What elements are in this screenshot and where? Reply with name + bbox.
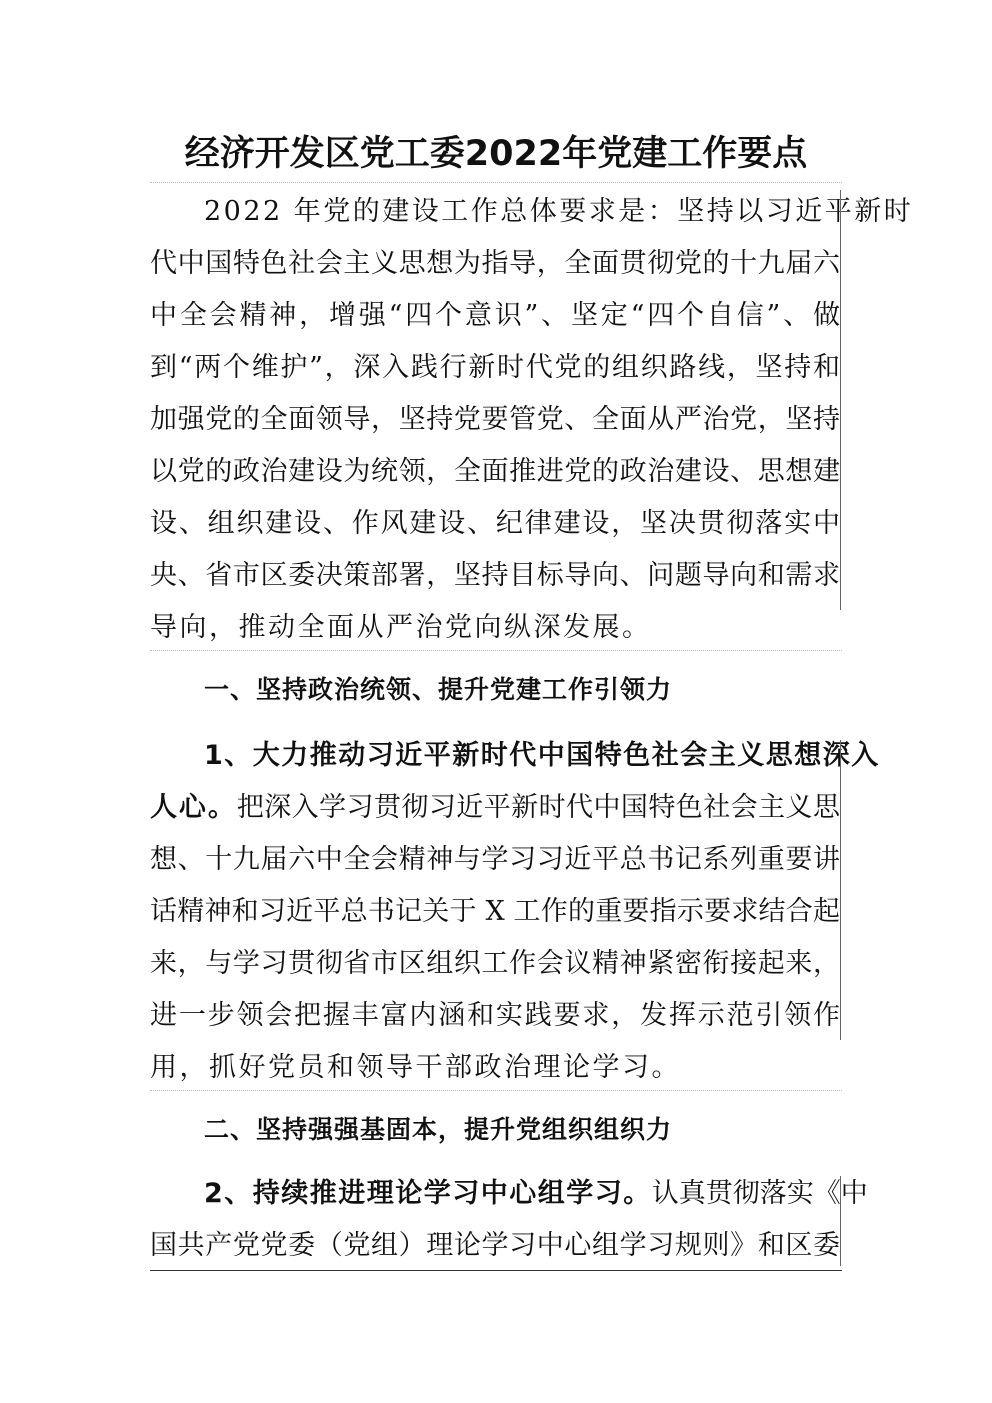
paragraph-divider: [150, 1090, 842, 1091]
item-1-rest: 把深入学习贯彻习近平新时代中国特色社会主义思: [236, 792, 840, 823]
right-margin-marker: [840, 1176, 841, 1266]
intro-line: 到“两个维护”，深入践行新时代党的组织路线，坚持和: [150, 352, 840, 383]
item-1-line: 想、十九届六中全会精神与学习习近平总书记系列重要讲: [150, 844, 840, 875]
document-title: 经济开发区党工委2022年党建工作要点: [184, 134, 808, 174]
item-1-line: 来，与学习贯彻省市区组织工作会议精神紧密衔接起来，: [150, 948, 840, 979]
item-1-line: [150, 782, 840, 834]
intro-line: 央、省市区委决策部署，坚持目标导向、问题导向和需求: [150, 560, 840, 591]
item-2-line: 国共产党党委（党组）理论学习中心组学习规则》和区委: [150, 1230, 840, 1261]
intro-paragraph: [150, 186, 914, 654]
intro-line: 2022 年党的建设工作总体要求是：坚持以习近平新时: [204, 196, 914, 227]
intro-line: 代中国特色社会主义思想为指导，全面贯彻党的十九届六: [150, 248, 840, 279]
intro-line: 中全会精神，增强“四个意识”、坚定“四个自信”、做: [150, 300, 840, 331]
paragraph-divider: [150, 650, 842, 651]
section-heading-2: 二、坚持强强基固本，提升党组织组织力: [204, 1115, 673, 1144]
item-1-line: 用，抓好党员和领导干部政治理论学习。: [150, 1052, 681, 1083]
intro-line: 加强党的全面领导，坚持党要管党、全面从严治党，坚持: [150, 404, 840, 435]
item-1-line: 话精神和习近平总书记关于 X 工作的重要指示要求结合起: [150, 896, 840, 927]
intro-line: 设、组织建设、作风建设、纪律建设，坚决贯彻落实中: [150, 508, 840, 539]
item-2-line: [150, 1168, 868, 1220]
right-margin-marker: [840, 740, 841, 1040]
title-divider: [150, 182, 842, 183]
item-1-line: 进一步领会把握丰富内涵和实践要求，发挥示范引领作: [150, 1000, 840, 1031]
right-margin-marker: [840, 190, 841, 610]
item-2-bold-lead: 2、持续推进理论学习中心组学习。: [204, 1178, 652, 1209]
intro-line: 以党的政治建设为统领，全面推进党的政治建设、思想建: [150, 456, 840, 487]
item-1-paragraph: [150, 730, 880, 1094]
page-bottom-rule: [150, 1270, 842, 1271]
item-2-paragraph: [150, 1168, 868, 1272]
intro-line: 导向，推动全面从严治党向纵深发展。: [150, 612, 652, 643]
item-1-bold-line: 1、大力推动习近平新时代中国特色社会主义思想深入: [204, 740, 880, 771]
item-2-rest: 认真贯彻落实《中: [651, 1178, 868, 1209]
item-1-bold-lead: 人心。: [150, 792, 237, 823]
section-heading-1: 一、坚持政治统领、提升党建工作引领力: [204, 675, 673, 704]
